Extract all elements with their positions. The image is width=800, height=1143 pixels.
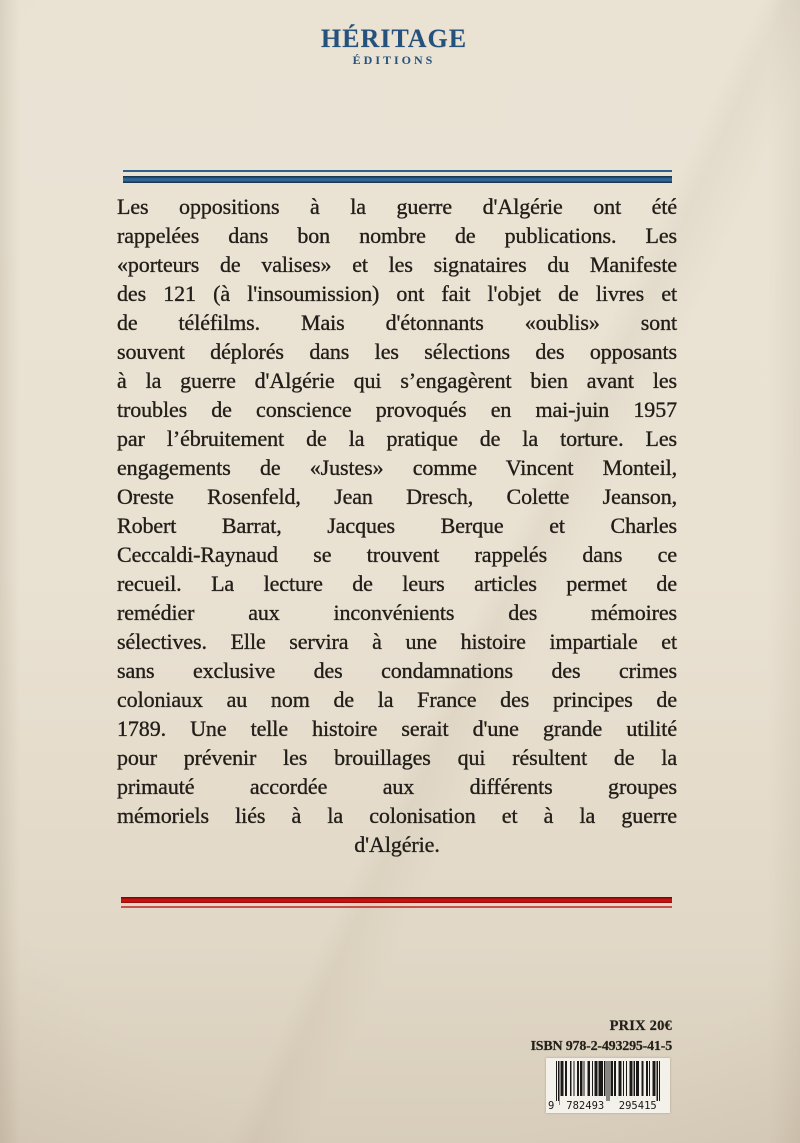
text-line: sélectives. Elle servira à une histoire impartiale et xyxy=(117,629,677,654)
text-line: Ceccaldi-Raynaud se trouvent rappelés dans ce xyxy=(117,542,677,567)
back-cover-text xyxy=(117,192,677,859)
text-line: pour prévenir les brouillages qui résultent de la xyxy=(117,745,677,770)
text-line: à la guerre d'Algérie qui s’engagèrent bien avant les xyxy=(117,368,677,393)
text-line: remédier aux inconvénients des mémoires xyxy=(117,600,677,625)
text-line: engagements de «Justes» comme Vincent Monteil, xyxy=(117,455,677,480)
top-divider xyxy=(123,170,672,183)
text-line: primauté accordée aux différents groupes xyxy=(117,774,677,799)
text-line: «porteurs de valises» et les signataires du Manifeste xyxy=(117,252,677,277)
text-line: 1789. Une telle histoire serait d'une grande utilité xyxy=(117,716,677,741)
publisher-subtitle: ÉDITIONS xyxy=(352,53,436,67)
text-line: Les oppositions à la guerre d'Algérie ont été xyxy=(117,194,677,219)
barcode-digits xyxy=(548,1101,664,1112)
text-line: recueil. La lecture de leurs articles permet de xyxy=(117,571,677,596)
top-divider-thick-line xyxy=(123,176,672,183)
text-line: de téléfilms. Mais d'étonnants «oublis» sont xyxy=(117,310,677,335)
isbn-label: ISBN 978-2-493295-41-5 xyxy=(530,1039,672,1054)
barcode-digit-group1: 782493 xyxy=(561,1101,610,1112)
text-line: rappelées dans bon nombre de publications. Les xyxy=(117,223,677,248)
bottom-divider-thin-line xyxy=(121,906,672,908)
publisher-name: HÉRITAGE xyxy=(320,24,468,53)
barcode-digit-first: 9 xyxy=(548,1101,559,1112)
text-line: souvent déplorés dans les sélections des opposants xyxy=(117,339,677,364)
text-line: Oreste Rosenfeld, Jean Dresch, Colette Jeanson, xyxy=(117,484,677,509)
publisher-logo xyxy=(0,26,788,66)
bottom-divider xyxy=(121,897,672,908)
text-line: sans exclusive des condamnations des crimes xyxy=(117,658,677,683)
text-line: mémoriels liés à la colonisation et à la guerre xyxy=(117,803,677,828)
barcode xyxy=(546,1058,670,1113)
text-line: d'Algérie. xyxy=(354,832,440,857)
text-line: troubles de conscience provoqués en mai-juin 1957 xyxy=(117,397,677,422)
text-line: coloniaux au nom de la France des principes de xyxy=(117,687,677,712)
text-line: des 121 (à l'insoumission) ont fait l'objet de livres et xyxy=(117,281,677,306)
barcode-digit-group2: 295415 xyxy=(614,1101,663,1112)
barcode-bars xyxy=(556,1061,660,1105)
text-line: par l’ébruitement de la pratique de la torture. Les xyxy=(117,426,677,451)
text-line: Robert Barrat, Jacques Berque et Charles xyxy=(117,513,677,538)
price-label: PRIX 20€ xyxy=(609,1018,672,1034)
